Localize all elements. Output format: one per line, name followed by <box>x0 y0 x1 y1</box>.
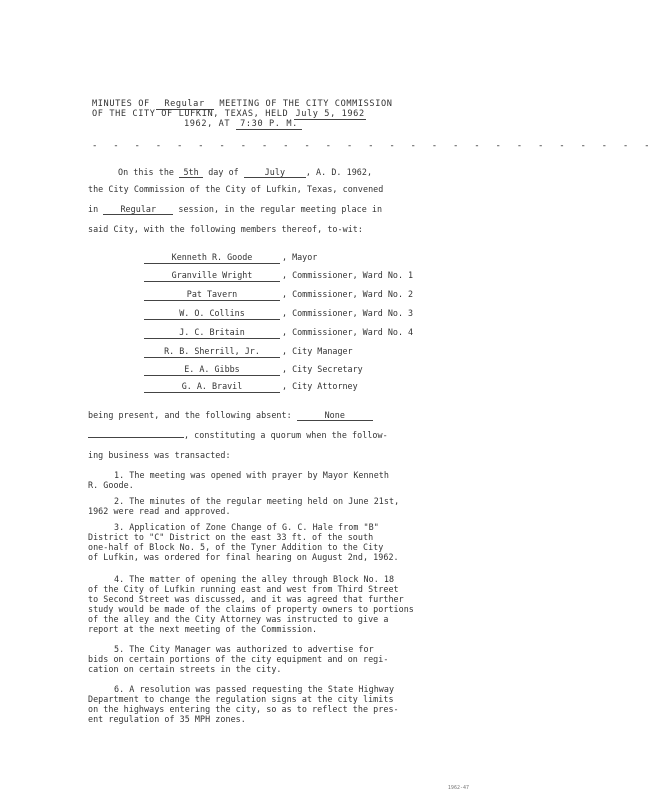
item-line: one-half of Block No. 5, of the Tyner Addition to the City <box>88 542 384 552</box>
intro-text: , A. D. 1962, <box>305 167 373 177</box>
meeting-type-field: Regular <box>156 99 214 110</box>
member-title: , Commissioner, Ward No. 1 <box>282 270 414 280</box>
item-line: cation on certain streets in the city. <box>88 664 282 674</box>
item-line: of the City of Lufkin running east and west from Third Street <box>88 584 399 594</box>
absent-line-3 <box>88 450 231 461</box>
header-year: 1962 <box>184 119 208 129</box>
intro-line-1 <box>118 167 372 178</box>
absent-names-field: None <box>297 410 373 421</box>
absent-line-2 <box>88 430 388 441</box>
item-line: 1. The meeting was opened with prayer by Mayor Kenneth <box>114 470 389 480</box>
session-type-field: Regular <box>103 204 173 215</box>
intro-text: day of <box>208 167 239 177</box>
member-name: G. A. Bravil <box>144 381 280 393</box>
item-line: 1962 were read and approved. <box>88 506 231 516</box>
intro-line-2 <box>88 184 383 195</box>
member-title: , Commissioner, Ward No. 4 <box>282 327 414 337</box>
item-line: R. Goode. <box>88 480 134 490</box>
item-line: 4. The matter of opening the alley through Block No. 18 <box>114 574 395 584</box>
intro-line-3 <box>88 204 382 215</box>
absent-continuation-field <box>88 437 184 438</box>
item-line: 3. Application of Zone Change of G. C. Hale from "B" <box>114 522 379 532</box>
header-line-3 <box>184 119 302 130</box>
intro-line-4 <box>88 224 363 235</box>
meeting-time-field: 7:30 P. M. <box>236 119 302 130</box>
separator-line: - - - - - - - - - - - - - - - - - - - - - - - - - - - <box>92 141 655 151</box>
member-name: W. O. Collins <box>144 308 280 320</box>
member-title: , Commissioner, Ward No. 2 <box>282 289 414 299</box>
item-line: of Lufkin, was ordered for final hearing on August 2nd, 1962. <box>88 552 399 562</box>
intro-text: in <box>88 204 99 214</box>
member-title: , Commissioner, Ward No. 3 <box>282 308 414 318</box>
item-line: report at the next meeting of the Commission. <box>88 624 318 634</box>
meeting-date-field: July 5, 1962 <box>295 109 365 119</box>
member-title: , City Secretary <box>282 364 363 374</box>
intro-text: session, in the regular meeting place in <box>178 204 383 214</box>
intro-text: the City Commission of the City of Lufkin, Texas, convened <box>88 184 384 194</box>
month-field: July <box>244 167 306 178</box>
member-title: , City Manager <box>282 346 353 356</box>
item-line: ent regulation of 35 MPH zones. <box>88 714 246 724</box>
item-line: District to "C" District on the east 33 ft. of the south <box>88 532 374 542</box>
member-name: E. A. Gibbs <box>144 364 280 376</box>
intro-text: On this the <box>118 167 175 177</box>
member-name: Pat Tavern <box>144 289 280 301</box>
member-name: Kenneth R. Goode <box>144 252 280 264</box>
header-text: OF THE CITY OF LUFKIN, TEXAS, HELD <box>92 109 289 119</box>
item-line: bids on certain portions of the city equipment and on regi- <box>88 654 389 664</box>
absent-text: being present, and the following absent: <box>88 410 292 420</box>
page-number: 1962-47 <box>447 785 469 791</box>
absent-text: ing business was transacted: <box>88 450 231 460</box>
member-name: R. B. Sherrill, Jr. <box>144 346 280 358</box>
item-line: of the alley and the City Attorney was instructed to give a <box>88 614 389 624</box>
header-text: MEETING OF THE CITY COMMISSION <box>219 99 393 109</box>
item-line: 2. The minutes of the regular meeting held on June 21st, <box>114 496 400 506</box>
intro-text: said City, with the following members thereof, to-wit: <box>88 224 363 234</box>
member-title: , Mayor <box>282 252 318 262</box>
header-text: , AT <box>207 119 231 129</box>
item-line: 6. A resolution was passed requesting the State Highway <box>114 684 395 694</box>
absent-text: , constituting a quorum when the follow- <box>184 430 388 440</box>
member-name: Granville Wright <box>144 270 280 282</box>
item-line: study would be made of the claims of property owners to portions <box>88 604 414 614</box>
header-text: MINUTES OF <box>92 99 150 109</box>
member-name: J. C. Britain <box>144 327 280 339</box>
item-line: 5. The City Manager was authorized to advertise for <box>114 644 374 654</box>
absent-line-1 <box>88 410 373 421</box>
item-line: on the highways entering the city, so as to reflect the pres- <box>88 704 399 714</box>
member-title: , City Attorney <box>282 381 358 391</box>
item-line: to Second Street was discussed, and it was agreed that further <box>88 594 404 604</box>
item-line: Department to change the regulation signs at the city limits <box>88 694 394 704</box>
day-field: 5th <box>179 167 203 178</box>
